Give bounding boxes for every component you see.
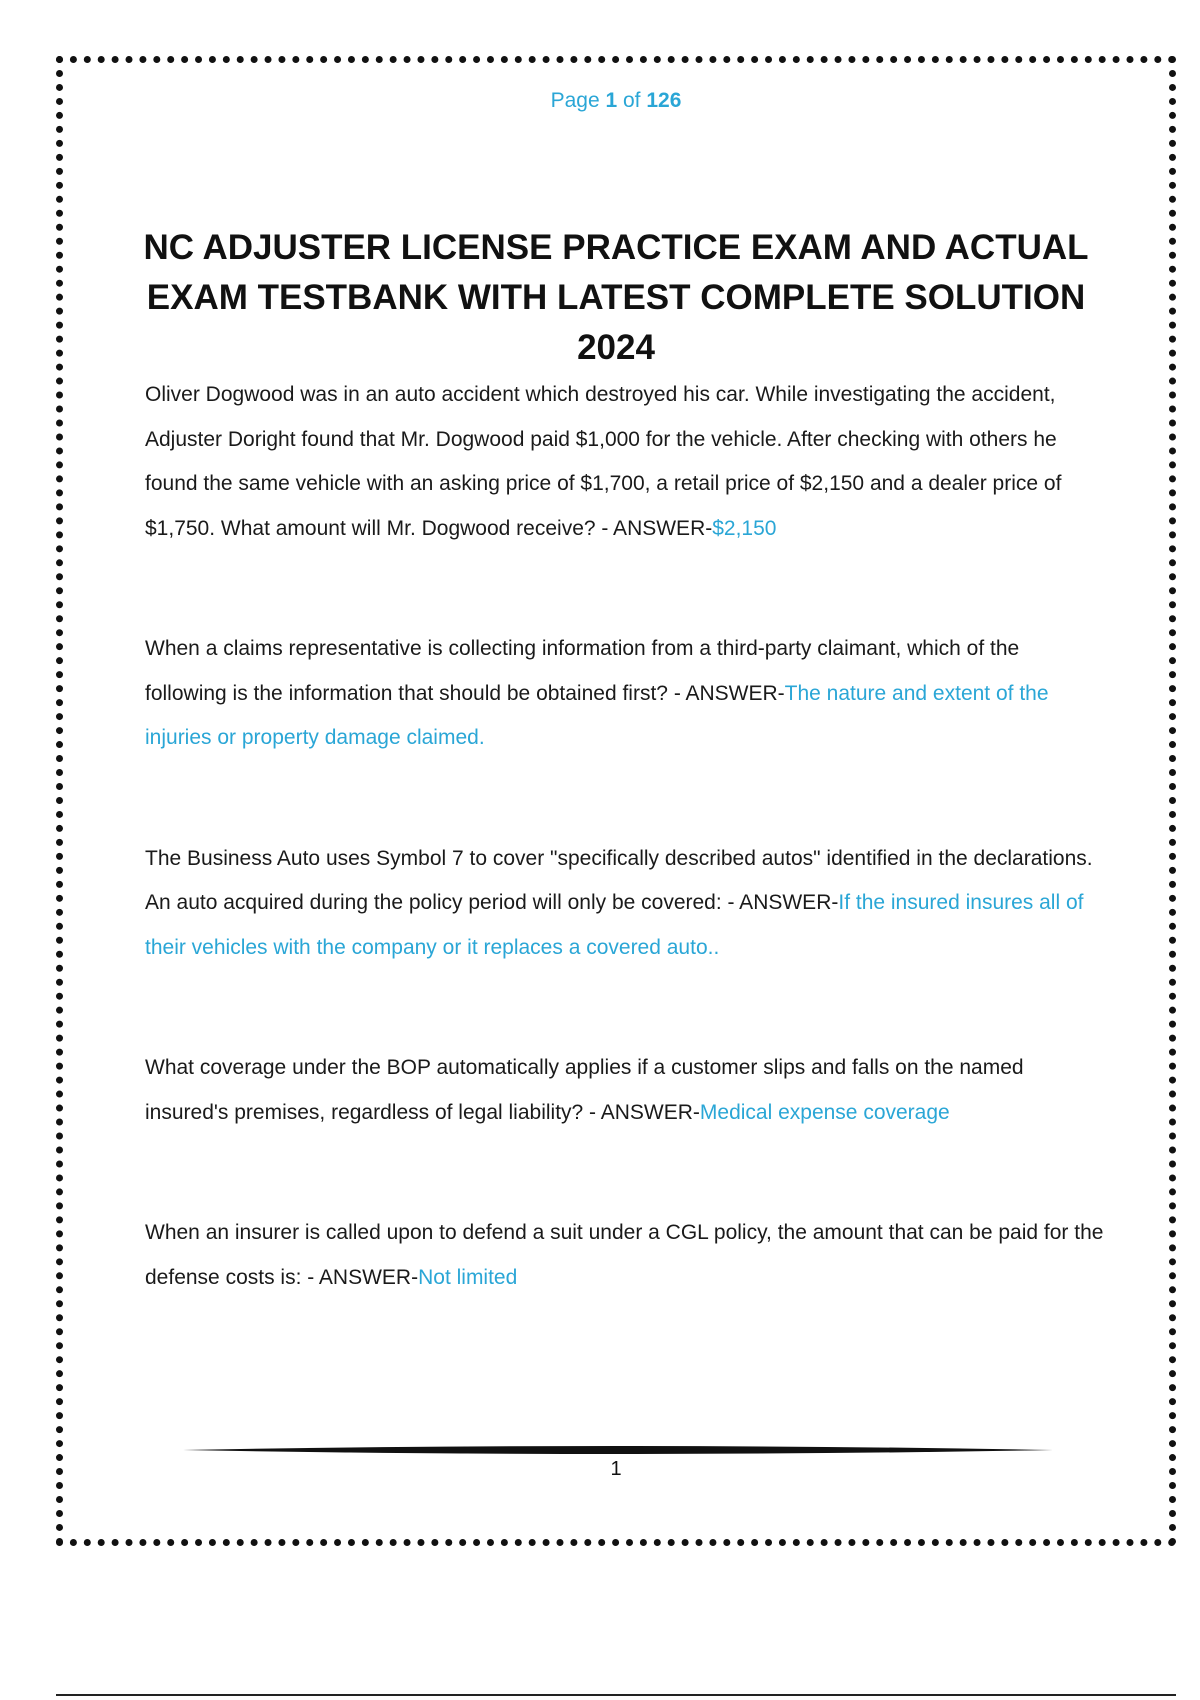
answer-text: If the insured insures all of their vehicles with the company or it replaces a covered auto.. xyxy=(145,891,1084,959)
next-page-edge xyxy=(56,1694,1176,1696)
qa-item-3 xyxy=(145,837,1105,971)
page-frame xyxy=(56,56,1176,1546)
page-word: Page xyxy=(550,89,600,112)
question-text: The Business Auto uses Symbol 7 to cover "specifically described autos" identified in the declarations. An auto acquired during the policy period will only be covered: - ANSWER- xyxy=(145,846,1093,914)
page-counter xyxy=(63,89,1169,113)
answer-text: Medical expense coverage xyxy=(699,1100,950,1124)
footer-divider xyxy=(183,1444,1053,1456)
question-text: When a claims representative is collecting information from a third-party claimant, which of the following is the information that should be obtained first? - ANSWER- xyxy=(145,637,1020,705)
answer-text: $2,150 xyxy=(712,516,777,540)
answer-text: The nature and extent of the injuries or property damage claimed. xyxy=(145,681,1049,749)
current-page: 1 xyxy=(605,89,618,112)
answer-text: Not limited xyxy=(418,1265,518,1289)
document-title: NC ADJUSTER LICENSE PRACTICE EXAM AND ACTUAL EXAM TESTBANK WITH LATEST COMPLETE SOLUTION 2024 xyxy=(143,228,1089,367)
qa-list xyxy=(145,373,1105,1300)
question-text: When an insurer is called upon to defend a suit under a CGL policy, the amount that can be paid for the defense costs is: - ANSWER- xyxy=(145,1221,1104,1289)
footer-page-number: 1 xyxy=(610,1458,622,1480)
qa-item-2 xyxy=(145,627,1105,761)
qa-item-1 xyxy=(145,373,1105,551)
question-text: What coverage under the BOP automatically applies if a customer slips and falls on the named insured's premises, regardless of legal liability? - ANSWER- xyxy=(145,1056,1024,1124)
of-word: of xyxy=(623,89,641,112)
question-text: Oliver Dogwood was in an auto accident which destroyed his car. While investigating the accident, Adjuster Doright found that Mr. Dogwood paid $1,000 for the vehicle. After checking with others he found the same vehicle with an asking price of $1,700, a retail price of $2,150 and a dealer price of $1,750. What amount will Mr. Dogwood receive? - ANSWER- xyxy=(145,383,1062,540)
qa-item-5 xyxy=(145,1211,1105,1300)
qa-item-4 xyxy=(145,1046,1105,1135)
total-pages: 126 xyxy=(646,89,682,112)
